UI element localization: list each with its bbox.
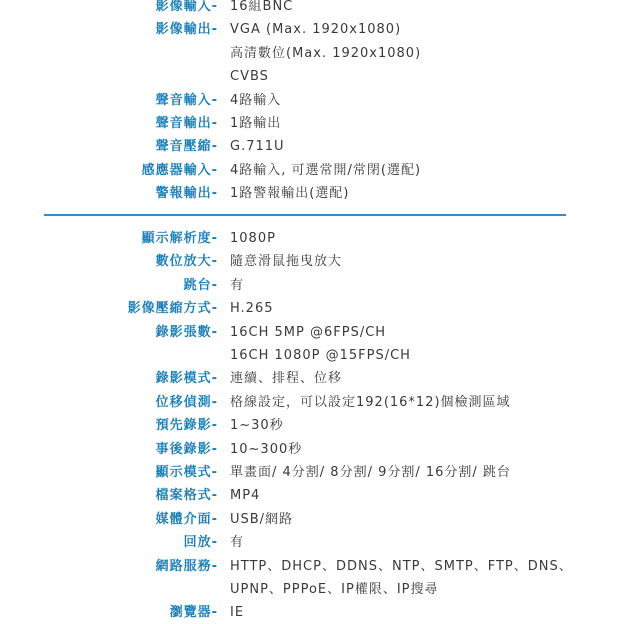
- spec-row: [0, 367, 620, 390]
- spec-row: [0, 461, 620, 484]
- spec-row: [0, 601, 620, 624]
- spec-value: 連續、排程、位移: [230, 371, 343, 387]
- spec-value: IE: [230, 605, 245, 621]
- spec-value: 16組BNC: [230, 0, 294, 14]
- spec-value: 隨意滑鼠拖曳放大: [230, 254, 343, 270]
- spec-value: G.711U: [230, 139, 285, 155]
- spec-label: 瀏覽器-: [169, 605, 218, 621]
- spec-row: [0, 391, 620, 414]
- spec-value: 4路輸入: [230, 92, 282, 108]
- spec-value: 高清數位(Max. 1920x1080): [230, 45, 422, 61]
- spec-label: 位移偵測-: [155, 394, 218, 410]
- spec-label: 聲音輸入-: [155, 92, 218, 108]
- spec-value: 1~30秒: [230, 418, 284, 434]
- spec-row: [0, 555, 620, 578]
- spec-label: 警報輸出-: [155, 186, 218, 202]
- spec-value: 單畫面/ 4分割/ 8分割/ 9分割/ 16分割/ 跳台: [230, 465, 511, 480]
- spec-label: 聲音輸出-: [155, 116, 218, 131]
- spec-row: [0, 182, 620, 205]
- spec-label: 影像輸出-: [155, 22, 218, 38]
- spec-value: 4路輸入, 可選常開/常閉(選配): [230, 162, 422, 178]
- spec-value: UPNP、PPPoE、IP權限、IP搜尋: [230, 582, 439, 597]
- spec-label: 媒體介面-: [155, 511, 218, 527]
- spec-label: 感應器輸入-: [141, 162, 218, 178]
- spec-row: [0, 65, 620, 88]
- spec-label: 錄影模式-: [155, 371, 218, 387]
- spec-value: HTTP、DHCP、DDNS、NTP、SMTP、FTP、DNS、: [230, 558, 573, 574]
- spec-label: 聲音壓縮-: [155, 139, 218, 155]
- spec-label: 顯示解析度-: [141, 231, 218, 246]
- spec-row: [0, 508, 620, 531]
- spec-label: 檔案格式-: [155, 488, 218, 504]
- spec-row: [0, 438, 620, 461]
- spec-label: 預先錄影-: [155, 418, 218, 434]
- spec-row: [0, 250, 620, 273]
- spec-value: MP4: [230, 488, 261, 504]
- spec-row: [0, 321, 620, 344]
- spec-value: 有: [230, 535, 245, 551]
- spec-row: [0, 135, 620, 158]
- spec-label: 數位放大-: [155, 254, 218, 270]
- spec-row: [0, 414, 620, 437]
- spec-value: H.265: [230, 301, 274, 317]
- spec-value: VGA (Max. 1920x1080): [230, 22, 402, 38]
- spec-row: [0, 484, 620, 507]
- spec-value: 格線設定，可以設定192(16*12)個檢測區域: [230, 394, 511, 410]
- spec-value: 10~300秒: [230, 441, 303, 457]
- spec-row: [0, 18, 620, 41]
- spec-label: 顯示模式-: [155, 465, 218, 480]
- spec-row: [0, 42, 620, 65]
- spec-label: 影像壓縮方式-: [127, 301, 218, 317]
- spec-value: 1路警報輸出(選配): [230, 186, 350, 202]
- spec-label: 網路服務-: [155, 558, 218, 574]
- spec-value: 16CH 5MP @6FPS/CH: [230, 324, 387, 340]
- spec-row: [0, 297, 620, 320]
- spec-row: [0, 159, 620, 182]
- spec-label: 錄影張數-: [155, 324, 218, 340]
- spec-row: [0, 0, 620, 18]
- spec-row: [0, 89, 620, 112]
- section-divider: [44, 214, 566, 216]
- spec-value: USB/網路: [230, 511, 294, 527]
- spec-value: 1路輸出: [230, 116, 282, 131]
- spec-label: 回放-: [183, 535, 218, 551]
- spec-label: 事後錄影-: [155, 441, 218, 457]
- spec-row: [0, 578, 620, 601]
- spec-label: 跳台-: [183, 277, 218, 293]
- spec-value: 1080P: [230, 231, 276, 246]
- spec-row: [0, 227, 620, 250]
- spec-value: 16CH 1080P @15FPS/CH: [230, 348, 411, 363]
- spec-row: [0, 344, 620, 367]
- spec-value: 有: [230, 277, 245, 293]
- spec-label: 影像輸入-: [155, 0, 218, 14]
- spec-row: [0, 112, 620, 135]
- spec-row: [0, 274, 620, 297]
- spec-value: CVBS: [230, 69, 269, 85]
- spec-row: [0, 531, 620, 554]
